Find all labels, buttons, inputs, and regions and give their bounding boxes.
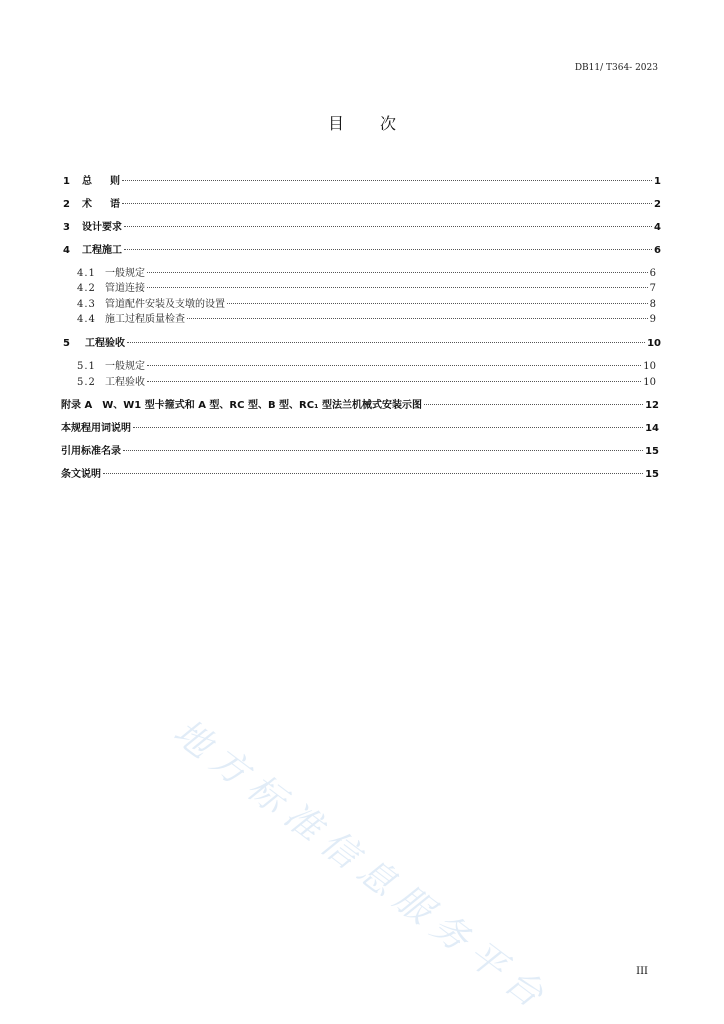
dot-leader [122, 203, 652, 204]
toc-entry-page: 9 [649, 314, 656, 325]
toc-entry-title: 工程施工 [82, 245, 122, 256]
toc-entry-title: 管道连接 [105, 283, 145, 294]
dot-leader [127, 342, 645, 343]
toc-entry-page: 14 [645, 423, 659, 434]
dot-leader [103, 473, 643, 474]
toc-entry-1[interactable] [63, 172, 661, 187]
dot-leader [133, 427, 643, 428]
toc-entry-page: 6 [654, 245, 661, 256]
dot-leader [123, 450, 643, 451]
toc-entry-number: 4 [63, 245, 70, 256]
toc-entry-title: 本规程用词说明 [61, 423, 131, 434]
toc-entry-number: 5.1 [77, 361, 96, 372]
dot-leader [122, 180, 652, 181]
toc-entry-title: 设计要求 [82, 222, 122, 233]
toc-entry-title: 引用标准名录 [61, 446, 121, 457]
toc-entry-title: 一般规定 [105, 361, 145, 372]
dot-leader [124, 249, 652, 250]
toc-entry-appendix-a[interactable] [61, 396, 659, 411]
toc-title-char-2: 次 [380, 114, 397, 133]
toc-entry-number: 5.2 [77, 377, 96, 388]
toc-entry-page: 15 [645, 446, 659, 457]
toc-entry-4[interactable] [63, 241, 661, 256]
toc-entry-title: 条文说明 [61, 469, 101, 480]
toc-entry-number: 1 [63, 176, 70, 187]
toc-entry-4-4[interactable] [77, 310, 656, 325]
toc-entry-page: 7 [649, 283, 656, 294]
toc-entry-terms[interactable] [61, 419, 659, 434]
dot-leader [124, 226, 652, 227]
toc-entry-page: 2 [654, 199, 661, 210]
toc-title-char-1: 目 [327, 114, 344, 133]
document-code: DB11/ T364- 2023 [574, 63, 658, 73]
toc-entry-title: 施工过程质量检查 [105, 314, 185, 325]
toc-entry-title: 工程验收 [85, 338, 125, 349]
toc-entry-explanation[interactable] [61, 465, 659, 480]
toc-entry-page: 4 [654, 222, 661, 233]
toc-entry-page: 10 [643, 361, 656, 372]
toc-entry-title: 管道配件安装及支墩的设置 [105, 299, 225, 310]
toc-entry-title-a: 总 [82, 176, 92, 187]
toc-entry-page: 6 [649, 268, 656, 279]
toc-entry-number: 4.1 [77, 268, 96, 279]
toc-entry-title-a: 术 [82, 199, 92, 210]
toc-entry-page: 10 [647, 338, 661, 349]
dot-leader [424, 404, 643, 405]
dot-leader [147, 287, 648, 288]
toc-entry-standards[interactable] [61, 442, 659, 457]
toc-entry-4-1[interactable] [77, 264, 656, 279]
toc-entry-5-1[interactable] [77, 357, 656, 372]
toc-entry-number: 3 [63, 222, 70, 233]
toc-entry-number: 4.3 [77, 299, 96, 310]
dot-leader [227, 303, 648, 304]
toc-entry-number: 4.2 [77, 283, 96, 294]
dot-leader [187, 318, 648, 319]
toc-entry-3[interactable] [63, 218, 661, 233]
toc-entry-number: 4.4 [77, 314, 96, 325]
toc-entry-4-3[interactable] [77, 295, 656, 310]
toc-entry-2[interactable] [63, 195, 661, 210]
toc-entry-title: 工程验收 [105, 377, 145, 388]
toc-entry-4-2[interactable] [77, 279, 656, 294]
toc-entry-page: 10 [643, 377, 656, 388]
dot-leader [147, 272, 648, 273]
toc-entry-5[interactable] [63, 334, 661, 349]
dot-leader [147, 365, 641, 366]
toc-entry-number: 2 [63, 199, 70, 210]
toc-entry-title: 一般规定 [105, 268, 145, 279]
toc-entry-page: 15 [645, 469, 659, 480]
toc-title [0, 111, 724, 134]
toc-entry-title-b: 则 [110, 176, 120, 187]
toc-entry-5-2[interactable] [77, 373, 656, 388]
toc-entry-title-b: 语 [110, 199, 120, 210]
toc-entry-title: 附录 A W、W1 型卡箍式和 A 型、RC 型、B 型、RC₁ 型法兰机械式安装示图 [61, 400, 422, 411]
dot-leader [147, 381, 641, 382]
page-number: III [636, 966, 648, 977]
toc-entry-page: 8 [649, 299, 656, 310]
toc-entry-number: 5 [63, 338, 70, 349]
watermark: 地方标准信息服务平台 [165, 711, 558, 1022]
toc-entry-page: 12 [645, 400, 659, 411]
toc-entry-page: 1 [654, 176, 661, 187]
